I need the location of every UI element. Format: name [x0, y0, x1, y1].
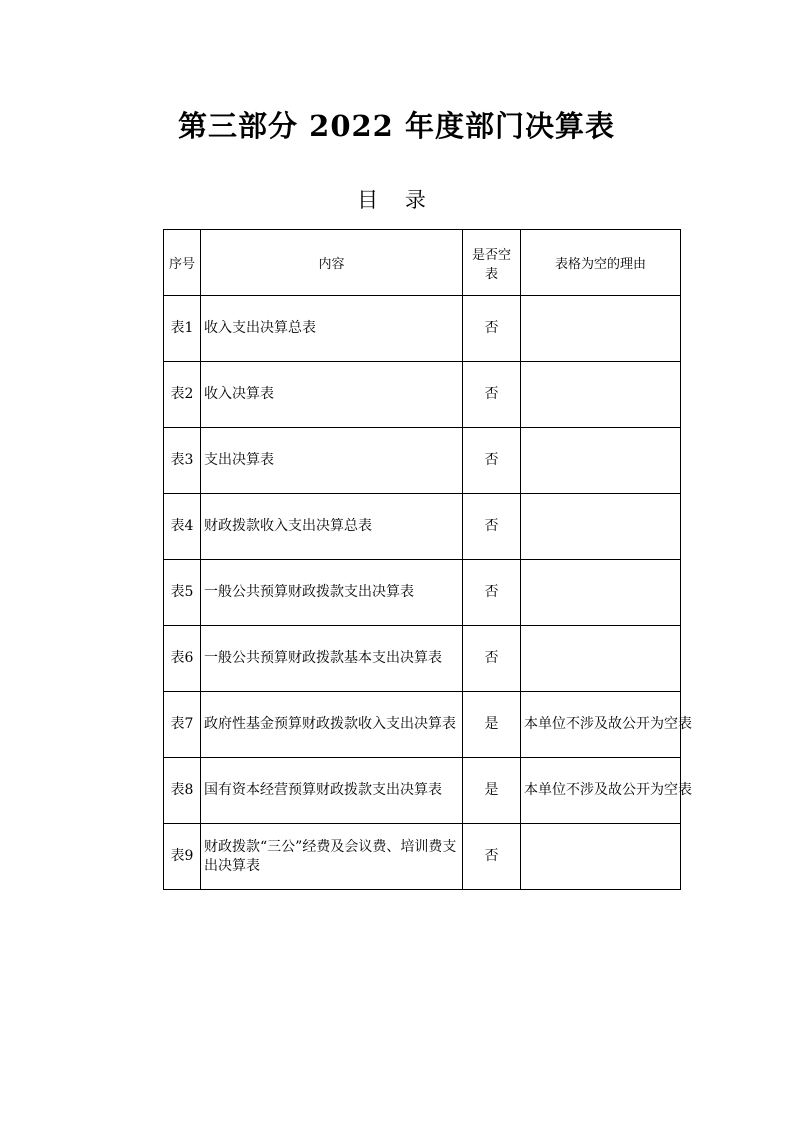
- row-num: 表9: [164, 824, 201, 890]
- row-num: 表7: [164, 692, 201, 758]
- table-row: [164, 692, 681, 758]
- row-content: 国有资本经营预算财政拨款支出决算表: [201, 758, 463, 824]
- row-empty: 否: [463, 494, 521, 560]
- row-reason: [521, 296, 681, 362]
- row-num: 表6: [164, 626, 201, 692]
- row-empty: 否: [463, 824, 521, 890]
- row-empty: 否: [463, 428, 521, 494]
- table-row: [164, 296, 681, 362]
- row-reason: [521, 560, 681, 626]
- row-content: 收入支出决算总表: [201, 296, 463, 362]
- row-empty: 否: [463, 296, 521, 362]
- header-empty: 是否空表: [463, 230, 521, 296]
- row-reason: 本单位不涉及故公开为空表: [521, 758, 681, 824]
- row-content: 财政拨款“三公”经费及会议费、培训费支出决算表: [201, 824, 463, 890]
- row-num: 表3: [164, 428, 201, 494]
- row-reason: [521, 362, 681, 428]
- row-num: 表5: [164, 560, 201, 626]
- row-reason: [521, 626, 681, 692]
- row-empty: 是: [463, 692, 521, 758]
- row-empty: 否: [463, 362, 521, 428]
- row-content: 财政拨款收入支出决算总表: [201, 494, 463, 560]
- table-row: [164, 362, 681, 428]
- header-content: 内容: [201, 230, 463, 296]
- toc-table: [163, 229, 692, 890]
- table-row: [164, 560, 681, 626]
- row-content: 政府性基金预算财政拨款收入支出决算表: [201, 692, 463, 758]
- row-content: 收入决算表: [201, 362, 463, 428]
- row-num: 表2: [164, 362, 201, 428]
- table-row: [164, 626, 681, 692]
- row-content: 一般公共预算财政拨款基本支出决算表: [201, 626, 463, 692]
- row-reason: [521, 494, 681, 560]
- row-empty: 否: [463, 560, 521, 626]
- row-reason: [521, 824, 681, 890]
- table-header-row: [164, 230, 681, 296]
- row-reason: 本单位不涉及故公开为空表: [521, 692, 681, 758]
- row-empty: 是: [463, 758, 521, 824]
- row-empty: 否: [463, 626, 521, 692]
- row-num: 表8: [164, 758, 201, 824]
- table-row: [164, 494, 681, 560]
- table-row: [164, 758, 681, 824]
- header-num: 序号: [164, 230, 201, 296]
- table-row: [164, 824, 681, 890]
- row-content: 一般公共预算财政拨款支出决算表: [201, 560, 463, 626]
- table-row: [164, 428, 681, 494]
- row-num: 表1: [164, 296, 201, 362]
- row-num: 表4: [164, 494, 201, 560]
- row-reason: [521, 428, 681, 494]
- row-content: 支出决算表: [201, 428, 463, 494]
- header-reason: 表格为空的理由: [521, 230, 681, 296]
- page-title: 第三部分 2022 年度部门决算表: [178, 109, 615, 143]
- toc-heading: 目 录: [357, 188, 436, 212]
